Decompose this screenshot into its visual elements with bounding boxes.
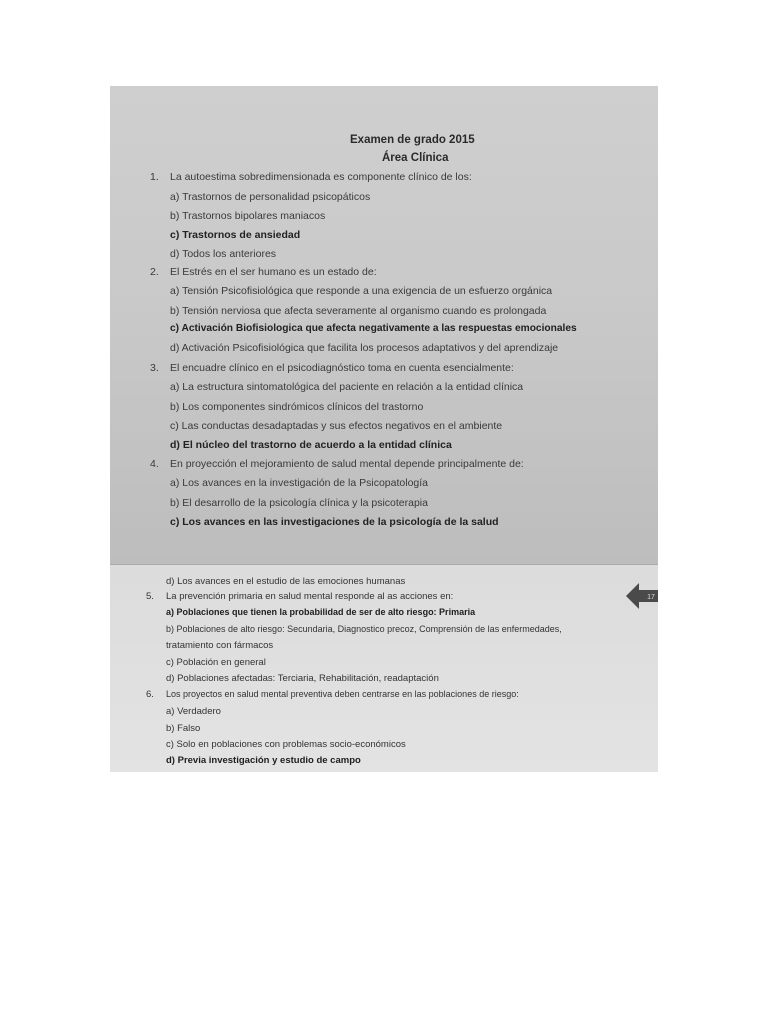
question-4-option-a: a) Los avances en la investigación de la Psicopatología	[170, 477, 428, 489]
question-1-option-a: a) Trastornos de personalidad psicopáticos	[170, 191, 371, 203]
exam-page-photo-bottom	[110, 564, 658, 772]
question-6-option-d: d) Previa investigación y estudio de campo	[166, 755, 361, 766]
question-3-option-b: b) Los componentes sindrómicos clínicos del trastorno	[170, 401, 424, 413]
question-1-option-d: d) Todos los anteriores	[170, 248, 277, 260]
question-3-number: 3.	[150, 362, 159, 374]
question-1-option-c: c) Trastornos de ansiedad	[170, 229, 301, 241]
exam-page-photo-top	[110, 86, 658, 564]
question-4-number: 4.	[150, 458, 159, 470]
page-number-badge: 17	[647, 594, 655, 601]
question-5-option-b-continuation: tratamiento con fármacos	[166, 640, 274, 651]
question-1-text: La autoestima sobredimensionada es componente clínico de los:	[170, 171, 472, 183]
question-3-option-a: a) La estructura sintomatológica del paciente en relación a la entidad clínica	[170, 381, 524, 393]
question-2-number: 2.	[150, 266, 159, 278]
question-4-text: En proyección el mejoramiento de salud mental depende principalmente de:	[170, 458, 524, 470]
exam-subtitle: Área Clínica	[382, 152, 449, 164]
question-6-text: Los proyectos en salud mental preventiva deben centrarse en las poblaciones de riesgo:	[166, 689, 519, 699]
question-5-option-d: d) Poblaciones afectadas: Terciaria, Rehabilitación, readaptación	[166, 673, 439, 684]
question-3-option-c: c) Las conductas desadaptadas y sus efectos negativos en el ambiente	[170, 420, 503, 432]
question-6-option-b: b) Falso	[166, 723, 201, 734]
question-5-text: La prevención primaria en salud mental responde al as acciones en:	[166, 591, 454, 602]
question-3-option-d: d) El núcleo del trastorno de acuerdo a la entidad clínica	[170, 439, 452, 451]
question-1-number: 1.	[150, 171, 159, 183]
question-2-option-a: a) Tensión Psicofisiológica que responde a una exigencia de un esfuerzo orgánica	[170, 285, 553, 297]
question-4-option-b: b) El desarrollo de la psicología clínica y la psicoterapia	[170, 497, 428, 509]
question-5-option-c: c) Población en general	[166, 657, 266, 668]
left-arrow-icon	[626, 583, 658, 609]
question-1-option-b: b) Trastornos bipolares maniacos	[170, 210, 326, 222]
exam-title: Examen de grado 2015	[350, 134, 475, 146]
question-3-text: El encuadre clínico en el psicodiagnóstico toma en cuenta esencialmente:	[170, 362, 514, 374]
question-6-option-c: c) Solo en poblaciones con problemas socio-económicos	[166, 739, 406, 750]
question-5-number: 5.	[146, 591, 154, 602]
question-4-option-c: c) Los avances en las investigaciones de la psicología de la salud	[170, 516, 499, 528]
question-2-option-b: b) Tensión nerviosa que afecta severamente al organismo cuando es prolongada	[170, 305, 547, 317]
question-5-option-b: b) Poblaciones de alto riesgo: Secundaria, Diagnostico precoz, Comprensión de las enfermedades,	[166, 624, 562, 634]
question-6-number: 6.	[146, 689, 154, 700]
question-2-text: El Estrés en el ser humano es un estado de:	[170, 266, 377, 278]
question-2-option-d: d) Activación Psicofisiológica que facilita los procesos adaptativos y del aprendizaje	[170, 342, 559, 354]
question-6-option-a: a) Verdadero	[166, 706, 221, 717]
question-4-option-d: d) Los avances en el estudio de las emociones humanas	[166, 576, 406, 587]
question-2-option-c: c) Activación Biofisiologica que afecta negativamente a las respuestas emocionales	[170, 323, 577, 334]
question-5-option-a: a) Poblaciones que tienen la probabilidad de ser de alto riesgo: Primaria	[166, 607, 476, 617]
